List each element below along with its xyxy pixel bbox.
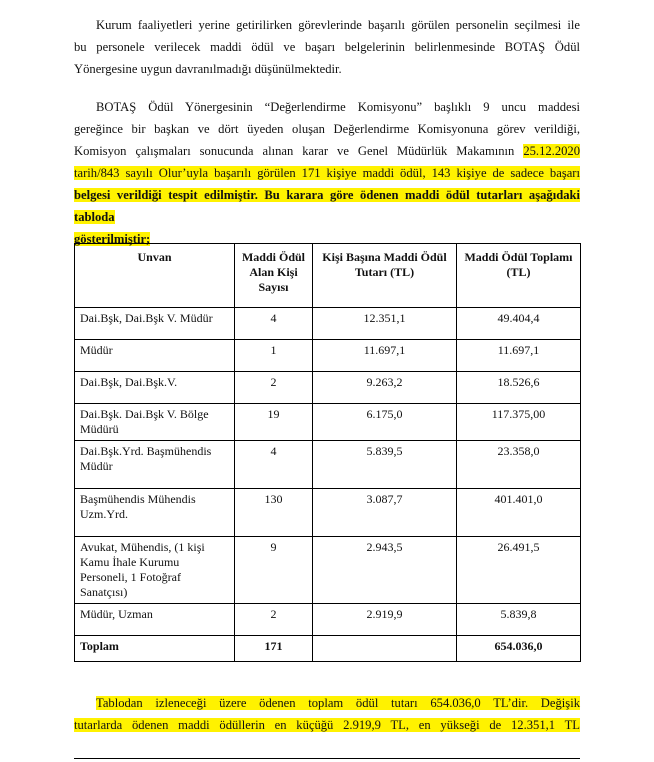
header-kisi-sayisi: Maddi Ödül Alan Kişi Sayısı	[235, 244, 313, 308]
paragraph-3	[74, 692, 580, 736]
table-row	[75, 404, 581, 441]
cell-sayi: 4	[235, 441, 313, 489]
award-table	[74, 243, 581, 662]
cell-unvan: Dai.Bşk, Dai.Bşk.V.	[75, 372, 235, 404]
paragraph-3-line	[74, 692, 580, 714]
header-unvan: Unvan	[75, 244, 235, 308]
cell-toplam: 49.404,4	[457, 308, 581, 340]
cell-toplam: 117.375,00	[457, 404, 581, 441]
cell-sayi: 2	[235, 604, 313, 636]
paragraph-2-line: gereğince bir başkan ve dört üyeden oluşan Değerlendirme Komisyonuna görev verildiği,	[74, 122, 580, 136]
paragraph-2	[74, 96, 580, 250]
total-empty-cell	[313, 636, 457, 662]
cell-unvan: Müdür	[75, 340, 235, 372]
table-row	[75, 489, 581, 537]
paragraph-1-line: Kurum faaliyetleri yerine getirilirken görevlerinde başarılı görülen personelin seçilmesi ile	[96, 18, 580, 32]
header-toplam: Maddi Ödül Toplamı (TL)	[457, 244, 581, 308]
cell-sayi: 9	[235, 537, 313, 604]
table-total-row	[75, 636, 581, 662]
paragraph-1-line: bu personele verilecek maddi ödül ve başarı belgelerinin belirlenmesinde BOTAŞ Ödül	[74, 40, 580, 54]
cell-toplam: 26.491,5	[457, 537, 581, 604]
paragraph-3-line	[74, 714, 580, 736]
highlighted-bold-text: gösterilmiştir;	[74, 232, 151, 246]
cell-kisi-basi: 6.175,0	[313, 404, 457, 441]
paragraph-2-line: BOTAŞ Ödül Yönergesinin “Değerlendirme Komisyonu” başlıklı 9 uncu maddesi	[96, 100, 580, 114]
cell-sayi: 1	[235, 340, 313, 372]
cell-kisi-basi: 2.943,5	[313, 537, 457, 604]
page-bottom-rule	[74, 758, 580, 759]
cell-sayi: 2	[235, 372, 313, 404]
cell-kisi-basi: 3.087,7	[313, 489, 457, 537]
cell-kisi-basi: 12.351,1	[313, 308, 457, 340]
cell-unvan: Dai.Bşk, Dai.Bşk V. Müdür	[75, 308, 235, 340]
header-kisi-basi: Kişi Başına Maddi Ödül Tutarı (TL)	[313, 244, 457, 308]
table-header-row	[75, 244, 581, 308]
table-row	[75, 441, 581, 489]
cell-kisi-basi: 9.263,2	[313, 372, 457, 404]
paragraph-1-line: Yönergesine uygun davranılmadığı düşünülmektedir.	[74, 62, 342, 76]
cell-toplam: 11.697,1	[457, 340, 581, 372]
highlighted-text: Tablodan izleneceği üzere ödenen toplam ödül tutarı 654.036,0 TL’dir. Değişik	[96, 696, 580, 710]
table-row	[75, 340, 581, 372]
total-sayi: 171	[235, 636, 313, 662]
highlighted-date: 25.12.2020	[523, 144, 580, 158]
cell-kisi-basi: 2.919,9	[313, 604, 457, 636]
highlighted-text: tarih/843 sayılı Olur’uyla başarılı görülen 171 kişiye maddi ödül, 143 kişiye de sadece başarı	[74, 166, 580, 180]
cell-kisi-basi: 5.839,5	[313, 441, 457, 489]
cell-sayi: 4	[235, 308, 313, 340]
cell-unvan: Dai.Bşk. Dai.Bşk V. Bölge Müdürü	[75, 404, 235, 441]
cell-toplam: 401.401,0	[457, 489, 581, 537]
paragraph-2-line	[74, 184, 580, 228]
cell-toplam: 5.839,8	[457, 604, 581, 636]
cell-unvan: Başmühendis Mühendis Uzm.Yrd.	[75, 489, 235, 537]
cell-sayi: 130	[235, 489, 313, 537]
cell-unvan: Müdür, Uzman	[75, 604, 235, 636]
cell-kisi-basi: 11.697,1	[313, 340, 457, 372]
table-row	[75, 537, 581, 604]
paragraph-2-line	[74, 162, 580, 184]
paragraph-2-line	[74, 140, 580, 162]
table-row	[75, 308, 581, 340]
cell-unvan: Avukat, Mühendis, (1 kişi Kamu İhale Kurumu Personeli, 1 Fotoğraf Sanatçısı)	[75, 537, 235, 604]
paragraph-1	[74, 14, 580, 80]
paragraph-2-text: Komisyon çalışmaları sonucunda alınan karar ve Genel Müdürlük Makamının	[74, 144, 524, 158]
table-row	[75, 604, 581, 636]
cell-unvan: Dai.Bşk.Yrd. Başmühendis Müdür	[75, 441, 235, 489]
cell-toplam: 18.526,6	[457, 372, 581, 404]
table-row	[75, 372, 581, 404]
total-toplam: 654.036,0	[457, 636, 581, 662]
highlighted-text: tutarlarda ödenen maddi ödüllerin en küçüğü 2.919,9 TL, en yükseği de 12.351,1 TL	[74, 718, 580, 732]
total-label: Toplam	[75, 636, 235, 662]
highlighted-bold-text: belgesi verildiği tespit edilmiştir. Bu karara göre ödenen maddi ödül tutarları aşağıdaki tabloda	[74, 188, 580, 224]
cell-toplam: 23.358,0	[457, 441, 581, 489]
cell-sayi: 19	[235, 404, 313, 441]
